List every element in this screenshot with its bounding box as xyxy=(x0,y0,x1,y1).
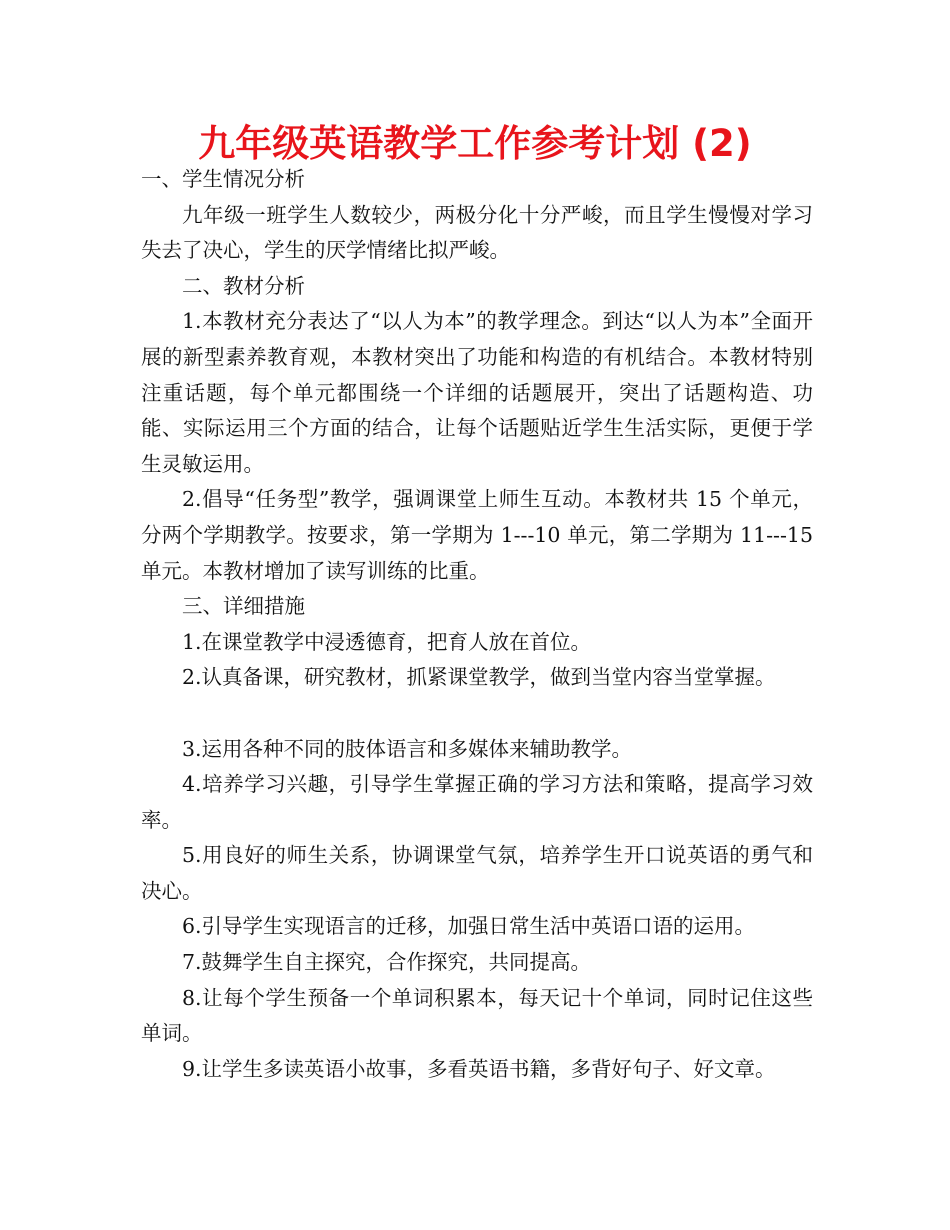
measure-item-6: 6.引导学生实现语言的迁移，加强日常生活中英语口语的运用。 xyxy=(182,914,756,939)
measure-item-4: 4.培养学习兴趣，引导学生掌握正确的学习方法和策略，提高学习效率。 xyxy=(141,772,813,832)
measure-item-1: 1.在课堂教学中浸透德育，把育人放在首位。 xyxy=(182,629,592,654)
document-body xyxy=(141,162,813,1087)
measure-item-2: 2.认真备课，研究教材，抓紧课堂教学，做到当堂内容当堂掌握。 xyxy=(182,665,776,690)
paragraph-student-situation: 九年级一班学生人数较少，两极分化十分严峻，而且学生慢慢对学习失去了决心，学生的厌学情绪比拟严峻。 xyxy=(141,202,813,263)
measure-item-5: 5.用良好的师生关系，协调课堂气氛，培养学生开口说英语的勇气和决心。 xyxy=(141,843,813,903)
blank-line xyxy=(141,696,813,732)
measure-item-8: 8.让每个学生预备一个单词积累本，每天记十个单词，同时记住这些单词。 xyxy=(141,985,813,1046)
section-heading-student-analysis: 一、学生情况分析 xyxy=(141,167,305,191)
section-heading-measures: 三、详细措施 xyxy=(182,594,305,619)
paragraph-textbook-point-2: 2.倡导“任务型”教学，强调课堂上师生互动。本教材共 15 个单元，分两个学期教学。按要求，第一学期为 1---10 单元，第二学期为 11---15 单元。本教材增加了读写训练的比重。 xyxy=(141,487,813,583)
document-title: 九年级英语教学工作参考计划 (2) xyxy=(198,122,752,165)
measure-item-7: 7.鼓舞学生自主探究，合作探究，共同提高。 xyxy=(182,950,592,975)
section-heading-textbook-analysis: 二、教材分析 xyxy=(182,273,305,298)
paragraph-textbook-point-1: 1.本教材充分表达了“以人为本”的教学理念。到达“以人为本”全面开展的新型素养教育观，本教材突出了功能和构造的有机结合。本教材特别注重话题，每个单元都围绕一个详细的话题展开，突出了话题构造、功能、实际运用三个方面的结合，让每个话题贴近学生生活实际，更便于学生灵敏运用。 xyxy=(141,309,813,476)
measure-item-3: 3.运用各种不同的肢体语言和多媒体来辅助教学。 xyxy=(182,736,633,761)
measure-item-9: 9.让学生多读英语小故事，多看英语书籍，多背好句子、好文章。 xyxy=(182,1056,776,1081)
